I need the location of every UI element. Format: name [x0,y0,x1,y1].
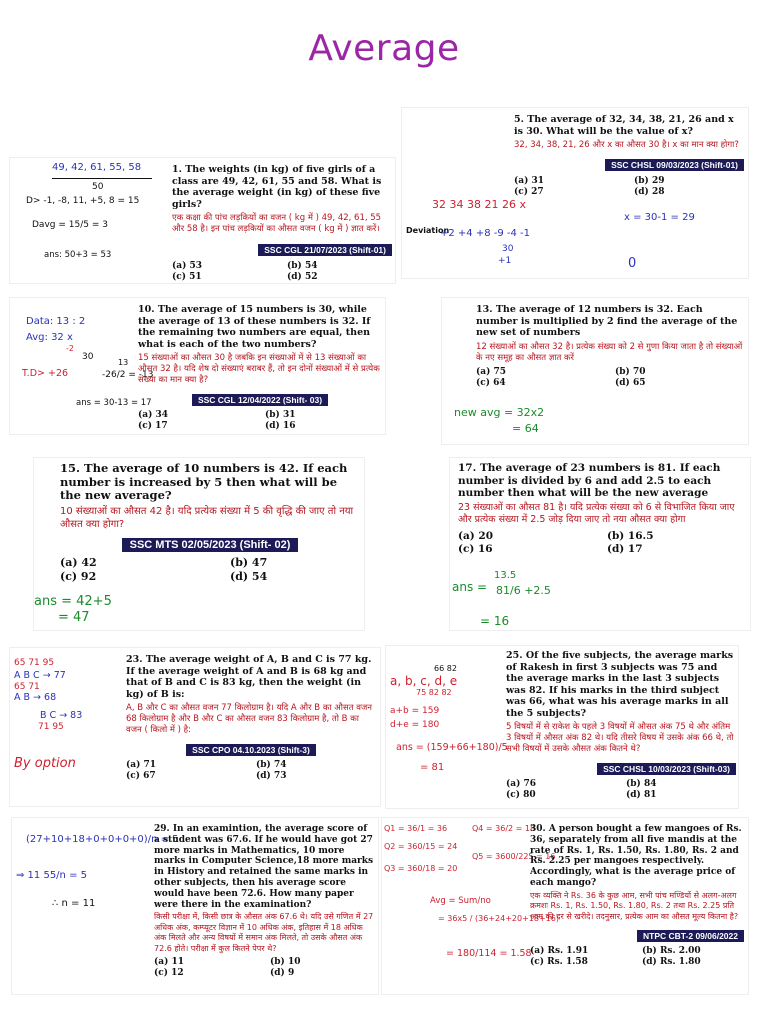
options-list [154,957,376,978]
option-d[interactable]: (d) 73 [256,771,287,781]
question-text-hi: 5 विषयों में से राकेश के पहले 3 विषयों में औसत अंक 75 थे और अंतिम 3 विषयों में औसत अंक 82 थे। यदि तीसरे विषय में उसके अंक 66 थे, तो सभी विषयों में उसके औसत अंक कितने थे? [506,722,734,754]
handwritten-note: ans = 42+5 [34,594,112,609]
handwritten-note: ans = [452,580,488,594]
option-a[interactable]: (a) 53 [172,261,203,271]
handwritten-note: T.D> +26 [22,368,69,379]
question-text-en: 5. The average of 32, 34, 38, 21, 26 and x is 30. What will be the value of x? [514,114,734,137]
option-a[interactable]: (a) 34 [138,410,169,420]
handwritten-note: A B C → 77 [14,670,66,681]
handwritten-note: Q3 = 360/18 = 20 [384,864,458,873]
option-c[interactable]: (c) 64 [476,377,506,388]
option-b[interactable]: (b) 70 [615,366,646,377]
handwritten-note: Q2 = 360/15 = 24 [384,842,458,851]
handwritten-note: 13.5 [494,570,517,581]
handwritten-note: Q5 = 3600/225 = 16 [472,852,556,861]
question-text-en: 17. The average of 23 numbers is 81. If each number is divided by 6 and add 2.5 to each number then what will be the new average [458,462,721,499]
option-c[interactable]: (c) 16 [458,542,493,555]
options-list [172,261,392,282]
option-d[interactable]: (d) 16 [265,421,296,431]
handwritten-note: (27+10+18+0+0+0+0)/n = 5 [26,834,179,845]
question-card-30 [382,818,748,994]
options-list [126,760,376,781]
handwritten-note: 0 [628,256,637,271]
option-a[interactable]: (a) 11 [154,957,185,968]
handwritten-note: -2 [66,344,74,353]
options-list [514,176,744,197]
option-d[interactable]: (d) 65 [615,377,646,388]
option-d[interactable]: (d) 9 [270,968,295,979]
handwritten-note: Data: 13 : 2 [26,316,86,327]
page-title: Average [308,28,460,69]
question-text-en: 25. Of the five subjects, the average marks of Rakesh in first 3 subjects was 75 and the average marks in the last 3 subjects was 82. If his marks in the third subject was 66, what was his average marks in all the 5 subjects? [506,650,734,719]
handwritten-note: d+e = 180 [390,720,440,730]
handwritten-note: = 180/114 = 1.58 [446,948,532,959]
question-text-hi: 12 संख्याओं का औसत 32 है। प्रत्येक संख्या को 2 से गुणा किया जाता है तो संख्याओं के नए समूह का औसत ज्ञात करें [476,341,743,363]
handwritten-note: ans: 50+3 = 53 [44,250,112,260]
question-card-13 [442,298,748,444]
question-text-en: 30. A person bought a few mangoes of Rs. 36, separately from all five mandis at the rate of Rs. 1, Rs. 1.50, Rs. 1.80, Rs. 2 and Rs. 2.25 per mangoes respectively. Accordingly, what is the average price of each mango? [530,824,742,888]
option-a[interactable]: (a) 76 [506,779,537,789]
handwritten-note: Deviation [406,226,450,235]
handwritten-note: Avg: 32 x [26,332,73,343]
option-c[interactable]: (c) 80 [506,790,536,800]
option-c[interactable]: (c) 17 [138,421,168,431]
option-b[interactable]: (b) 31 [265,410,296,420]
handwritten-note: Davg = 15/5 = 3 [32,220,108,230]
handwritten-note: x = 30-1 = 29 [624,212,695,223]
handwritten-note: 71 95 [38,722,64,732]
question-text-hi: एक कक्षा की पांच लड़कियों का वजन ( kg में ) 49, 42, 61, 55 और 58 है। इन पांच लड़कियों का औसत वजन ( kg में ) ज्ञात करें। [172,213,382,234]
option-c[interactable]: (c) 67 [126,771,156,781]
handwritten-note: ans = 30-13 = 17 [76,398,152,408]
question-text-en: 1. The weights (in kg) of five girls of a class are 49, 42, 61, 55 and 58. What is the average weight (in kg) of these five girls? [172,164,382,210]
option-a[interactable]: (a) 31 [514,176,545,186]
question-text-hi: 10 संख्याओं का औसत 42 है। यदि प्रत्येक संख्या में 5 की वृद्धि की जाए तो नया औसत क्या होगा? [60,505,354,530]
handwritten-note: +2 +4 +8 -9 -4 -1 [440,228,531,239]
handwritten-note: 13 [118,358,129,367]
options-list [458,530,746,555]
option-c[interactable]: (c) 27 [514,187,544,197]
option-a[interactable]: (a) Rs. 1.91 [530,946,589,957]
handwritten-note: Q4 = 36/2 = 18 [472,824,536,833]
handwritten-note: 49, 42, 61, 55, 58 [52,162,142,173]
option-b[interactable]: (b) Rs. 2.00 [642,946,701,957]
handwritten-note: 50 [92,182,104,192]
handwritten-note: a, b, c, d, e [390,674,458,688]
option-c[interactable]: (c) 92 [60,569,97,583]
question-text-hi: किसी परीक्षा में, किसी छात्र के औसत अंक 67.6 थे। यदि उसे गणित में 27 अधिक अंक, कम्प्यूटर विज्ञान में 10 अधिक अंक, इतिहास में 18 अधिक अंक मिलते और अन्य विषयों में समान अंक मिलते, तो उसके औसत अंक 72.6 होते। परीक्षा में कुल कितने पेपर थे? [154,912,374,953]
options-list [530,946,744,967]
handwritten-note: 65 71 [14,682,40,692]
handwritten-note: By option [14,756,76,771]
option-b[interactable]: (b) 47 [230,555,268,569]
option-c[interactable]: (c) 51 [172,272,202,282]
question-card-17 [450,458,750,630]
option-b[interactable]: (b) 84 [626,779,657,789]
option-b[interactable]: (b) 10 [270,957,301,968]
exam-source-badge: SSC CGL 12/04/2022 (Shift- 03) [192,394,328,406]
question-text-en: 13. The average of 12 numbers is 32. Each number is multiplied by 2 find the average of the new set of numbers [476,304,738,338]
options-list [476,367,744,388]
option-a[interactable]: (a) 20 [458,529,494,542]
question-text-hi: एक व्यक्ति ने Rs. 36 के कुछ आम, सभी पांच मण्डियों से अलग-अलग क्रमशः Rs. 1, Rs. 1.50, Rs. 1.80, Rs. 2 तथा Rs. 2.25 प्रति आम की दर से खरीदे। तदनुसार, प्रत्येक आम का औसत मूल्य कितना है? [530,890,739,921]
handwritten-note: 81/6 +2.5 [496,584,551,597]
handwritten-note: 75 82 82 [416,688,452,697]
handwritten-note: B C → 83 [40,710,83,721]
handwritten-note: ans = (159+66+180)/5 [396,742,508,753]
option-d[interactable]: (d) 52 [287,272,318,282]
question-text-en: 10. The average of 15 numbers is 30, while the average of 13 of these numbers is 32. If the remaining two numbers are equal, then what is each of the two numbers? [138,304,371,350]
handwritten-note: 65 71 95 [14,658,55,668]
handwritten-note: 30 [502,244,514,254]
question-text-hi: 23 संख्याओं का औसत 81 है। यदि प्रत्येक संख्या को 6 से विभाजित किया जाए और प्रत्येक संख्या में 2.5 जोड़ दिया जाए तो नया औसत क्या होगा [458,501,735,525]
handwritten-note: 30 [82,352,94,362]
handwritten-note: 66 82 [434,664,457,673]
question-card-1 [10,158,395,283]
handwritten-note: Avg = Sum/no [430,896,491,906]
exam-source-badge: SSC CHSL 10/03/2023 (Shift-03) [597,763,736,775]
exam-source-badge: NTPC CBT-2 09/06/2022 [637,930,744,942]
option-c[interactable]: (c) Rs. 1.58 [530,957,588,968]
handwritten-note: ⇒ 11 55/n = 5 [16,870,87,881]
handwritten-note: D> -1, -8, 11, +5, 8 = 15 [26,196,140,206]
exam-source-badge: SSC CGL 21/07/2023 (Shift-01) [258,244,392,256]
question-card-15 [34,458,364,630]
options-list [506,779,736,800]
options-list [60,556,360,583]
handwritten-note: Q1 = 36/1 = 36 [384,824,448,833]
handwritten-note: = 81 [420,762,445,773]
question-text-hi: 15 संख्याओं का औसत 30 है जबकि इन संख्याओं में से 13 संख्याओं का औसत 32 है। यदि शेष दो संख्याएं बराबर हैं, तो इन दोनों संख्याओं में से प्रत्येक संख्या का मान क्या है? [138,353,380,385]
question-text-en: 23. The average weight of A, B and C is 77 kg. If the average weight of A and B is 68 kg and that of B and C is 83 kg, then the weight (in kg) of B is: [126,654,372,700]
option-a[interactable]: (a) 75 [476,366,507,377]
option-b[interactable]: (b) 54 [287,261,318,271]
handwritten-note: -26/2 = -13 [102,370,154,380]
option-a[interactable]: (a) 71 [126,760,157,770]
option-d[interactable]: (d) 81 [626,790,657,800]
option-b[interactable]: (b) 29 [634,176,665,186]
handwritten-note: new avg = 32x2 [454,406,545,419]
question-card-29 [12,818,378,994]
question-card-10 [10,298,385,434]
question-text-hi: 32, 34, 38, 21, 26 और x का औसत 30 है। x का मान क्या होगा? [514,140,739,150]
option-b[interactable]: (b) 74 [256,760,287,770]
option-d[interactable]: (d) 17 [607,542,643,555]
question-card-5 [402,108,748,278]
question-text-hi: A, B और C का औसत वजन 77 किलोग्राम है। यदि A और B का औसत वजन 68 किलोग्राम है और B और C का औसत वजन 83 किलोग्राम है, तो B का वजन ( किलो में ) है: [126,703,373,735]
exam-source-badge: SSC MTS 02/05/2023 (Shift- 02) [122,538,299,552]
option-b[interactable]: (b) 16.5 [607,529,654,542]
option-a[interactable]: (a) 42 [60,555,97,569]
options-list [138,410,382,431]
handwritten-note: = 47 [58,610,90,625]
handwritten-note: a+b = 159 [390,706,440,716]
option-d[interactable]: (d) 54 [230,569,268,583]
exam-source-badge: SSC CPO 04.10.2023 (Shift-3) [186,744,316,756]
handwritten-note: ∴ n = 11 [52,898,96,909]
handwritten-note: = 16 [480,614,510,628]
handwritten-note: +1 [498,256,512,266]
option-d[interactable]: (d) 28 [634,187,665,197]
handwritten-note: = 64 [512,422,539,435]
handwritten-note: A B → 68 [14,692,57,703]
question-text-en: 29. In an examintion, the average score of a student was 67.6. If he would have got 27 more marks in Mathematics, 10 more marks in Computer Science,18 more marks in History and retained the same marks in other subjects, then his average score would have been 72.6. How many paper were there in the examination? [154,824,374,910]
question-card-23 [10,648,380,806]
question-text-en: 15. The average of 10 numbers is 42. If each number is increased by 5 then what will be the new average? [60,461,348,502]
handwritten-note: = 36x5 / (36+24+20+18+16) [438,914,559,923]
exam-source-badge: SSC CHSL 09/03/2023 (Shift-01) [605,159,744,171]
handwritten-note: 32 34 38 21 26 x [432,198,526,211]
option-d[interactable]: (d) Rs. 1.80 [642,957,701,968]
option-c[interactable]: (c) 12 [154,968,184,979]
question-card-25 [386,646,738,808]
